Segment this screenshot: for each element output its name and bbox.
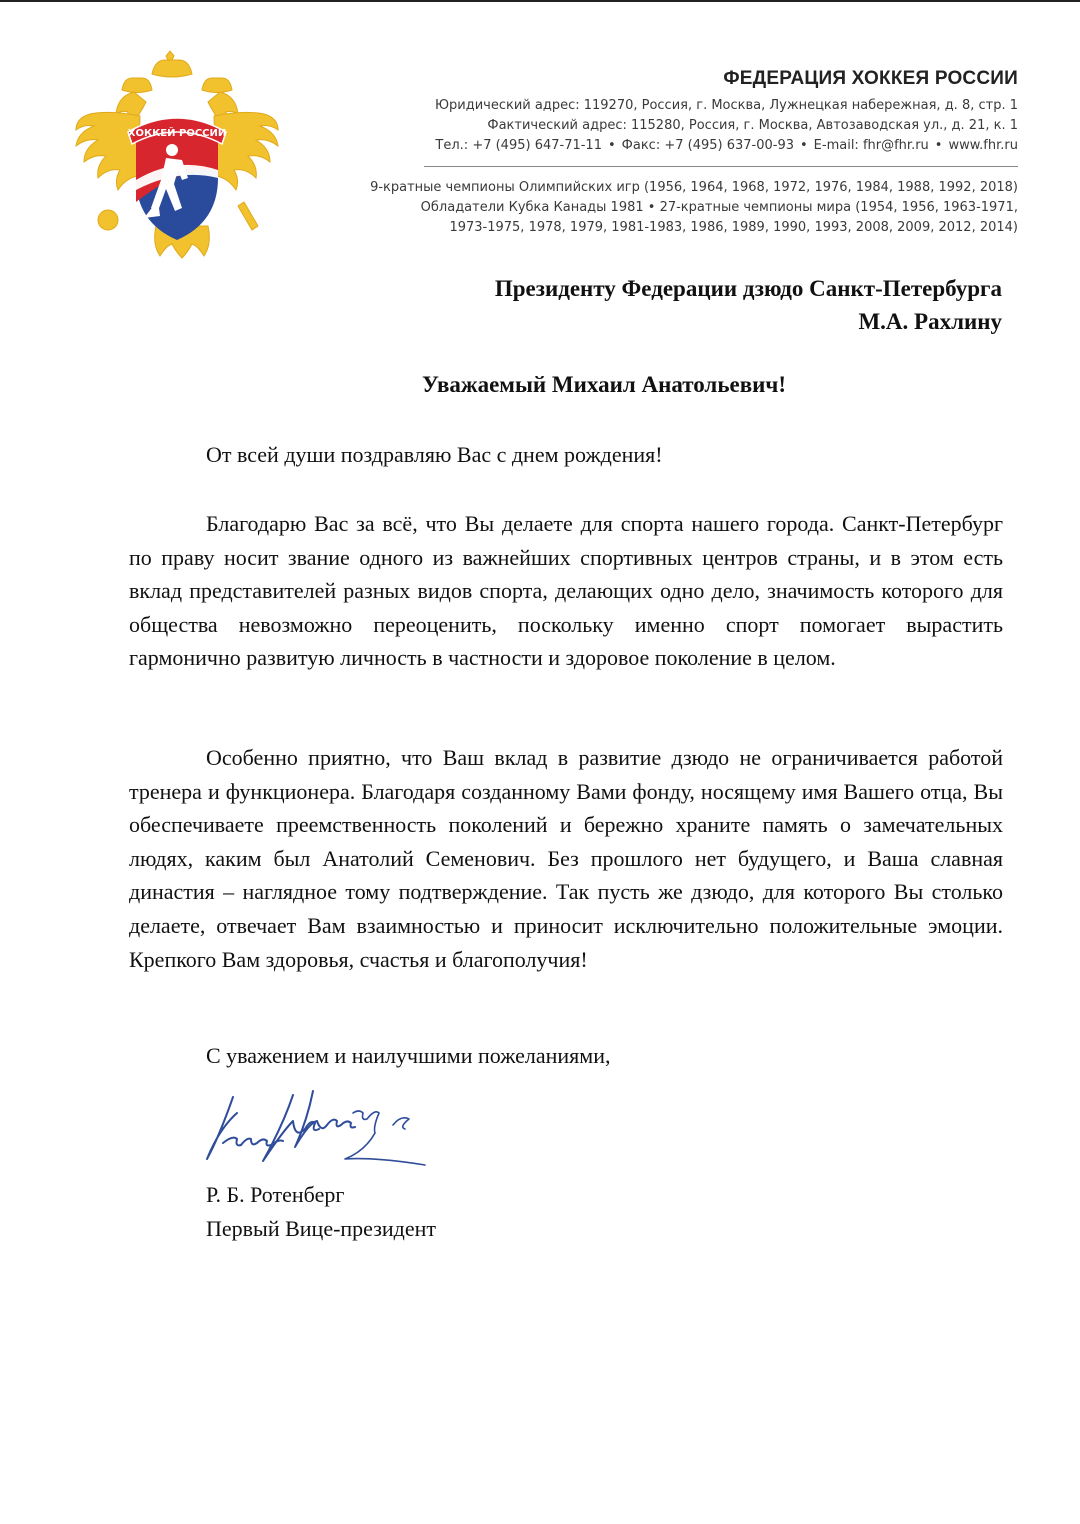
emblem-banner-text: ХОККЕЙ РОССИИ xyxy=(127,128,227,139)
bullet-separator: • xyxy=(607,138,616,153)
paragraph-judo-contribution xyxy=(129,741,1003,976)
actual-address: Фактический адрес: 115280, Россия, г. Москва, Автозаводская ул., д. 21, к. 1 xyxy=(487,118,1018,133)
paragraph-text: Особенно приятно, что Ваш вклад в развитие дзюдо не ограничивается работой тренера и функционера. Благодаря созданному Вами фонду, носящему имя Вашего отца, Вы обеспечиваете преемственность поколений и бережно храните память о замечательных людях, каким был Анатолий Семенович. Без прошлого нет будущего, и Ваша славная династия – наглядное тому подтверждение. Так пусть же дзюдо, для которого Вы столько делаете, отвечает Вам взаимностью и приносит исключительно положительные эмоции. Крепкого Вам здоровья, счастья и благополучия! xyxy=(129,745,1003,972)
addressee-name: М.А. Рахлину xyxy=(858,309,1002,334)
paragraph-text: От всей души поздравляю Вас с днем рождения! xyxy=(206,442,663,467)
signer-name: Р. Б. Ротенберг xyxy=(206,1182,345,1207)
paragraph-text: Благодарю Вас за всё, что Вы делаете для спорта нашего города. Санкт-Петербург по праву носит звание одного из важнейших спортивных центров страны, и в этом есть вклад представителей разных видов спорта, делающих одно дело, значимость которого для общества невозможно переоценить, поскольку именно спорт помогает вырастить гармонично развитую личность в частности и здоровое поколение в целом. xyxy=(129,511,1003,671)
bullet-separator: • xyxy=(800,138,808,153)
handwritten-signature-icon xyxy=(203,1085,428,1180)
contact-line xyxy=(358,136,1018,156)
paragraph-greeting xyxy=(129,438,1003,472)
email-address: E-mail: fhr@fhr.ru xyxy=(813,138,929,153)
top-crown-cross-icon xyxy=(166,51,174,60)
honors-line-1: 9-кратные чемпионы Олимпийских игр (1956, 1964, 1968, 1972, 1976, 1984, 1988, 1992, 2018) xyxy=(370,180,1018,195)
honors-line-2: Обладатели Кубка Канады 1981 • 27-кратные чемпионы мира (1954, 1956, 1963-1971, xyxy=(420,200,1018,215)
left-crown-icon xyxy=(122,78,152,93)
phone-number: Тел.: +7 (495) 647-71-11 xyxy=(435,138,602,153)
salutation xyxy=(0,372,1080,398)
center-crown-icon xyxy=(152,60,192,77)
letterhead-divider xyxy=(424,166,1018,167)
left-wing-icon xyxy=(76,112,140,190)
bullet-separator: • xyxy=(934,138,943,153)
website-url: www.fhr.ru xyxy=(948,138,1018,153)
legal-address: Юридический адрес: 119270, Россия, г. Москва, Лужнецкая набережная, д. 8, стр. 1 xyxy=(434,98,1018,113)
fhr-eagle-emblem-icon xyxy=(74,50,280,260)
salutation-text: Уважаемый Михаил Анатольевич! xyxy=(421,372,787,397)
signer-title: Первый Вице-президент xyxy=(206,1216,437,1241)
right-wing-icon xyxy=(214,112,278,190)
closing-phrase: С уважением и наилучшими пожеланиями, xyxy=(206,1043,611,1068)
honors-line-3: 1973-1975, 1978, 1979, 1981-1983, 1986, 1989, 1990, 1993, 2008, 2009, 2012, 2014) xyxy=(449,220,1018,235)
orb-icon xyxy=(98,210,118,230)
addressee-position: Президенту Федерации дзюдо Санкт-Петербурга xyxy=(494,276,1002,301)
federation-name: ФЕДЕРАЦИЯ ХОККЕЯ РОССИИ xyxy=(723,68,1018,89)
addressee-block xyxy=(495,272,1002,338)
top-edge-line xyxy=(0,0,1080,2)
paragraph-gratitude xyxy=(129,507,1003,675)
fax-number: Факс: +7 (495) 637-00-93 xyxy=(621,138,794,153)
right-crown-icon xyxy=(202,78,232,93)
scepter-icon xyxy=(238,202,258,230)
signer-block xyxy=(206,1178,436,1246)
letterhead xyxy=(358,68,1018,238)
